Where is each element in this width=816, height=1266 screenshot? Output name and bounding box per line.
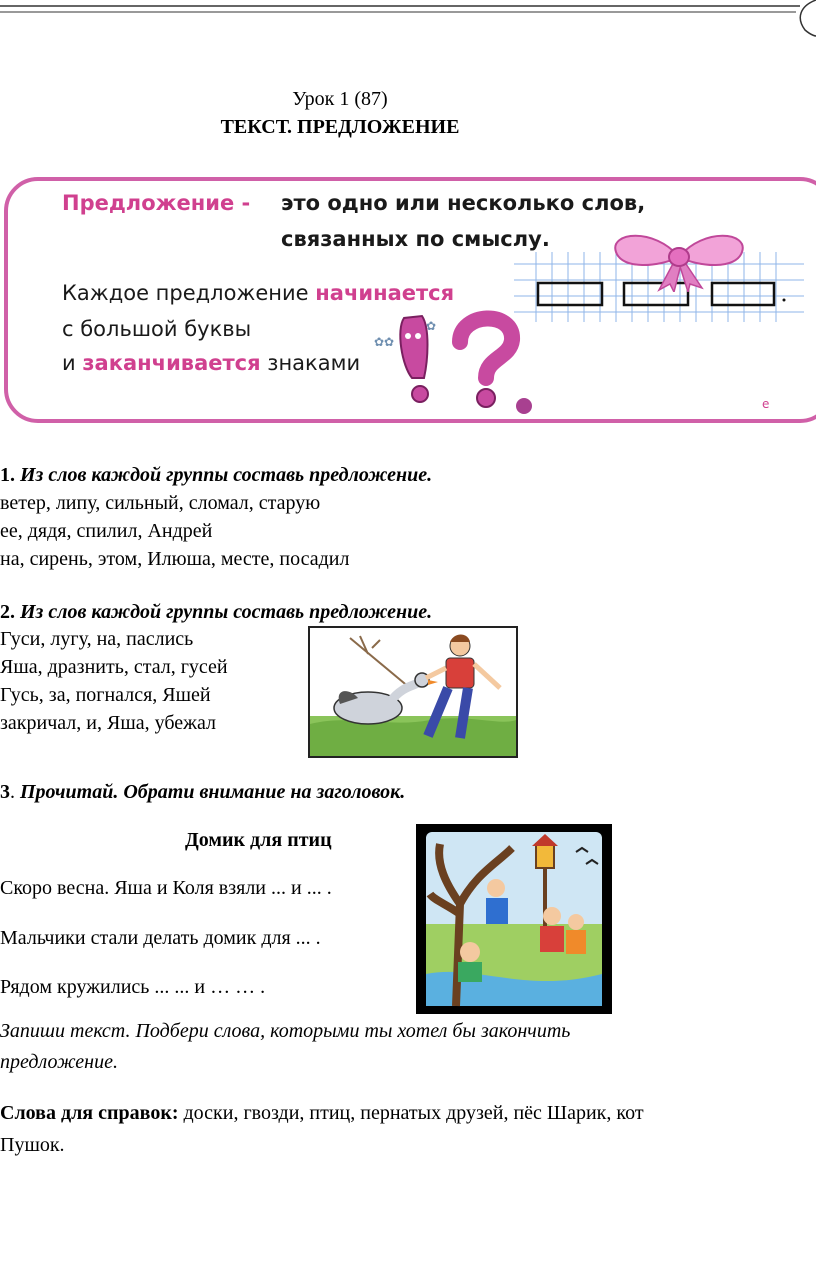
task2-line-3: Гусь, за, погнался, Яшей [0,684,211,706]
task2-instruction: Из слов каждой группы составь предложение. [20,601,433,623]
page-corner-decoration [0,0,816,40]
task1-number: 1. [0,464,15,486]
ribbon-bow-icon [604,222,754,292]
rule-line5-a: и [62,351,76,375]
lesson-number: Урок 1 (87) [292,88,388,110]
page-title: ТЕКСТ. ПРЕДЛОЖЕНИЕ [220,116,460,138]
rule-definition-line1: это одно или несколько слов, [281,191,646,215]
reference-words [0,1102,644,1125]
punctuation-marks-illustration [374,300,554,418]
rule-line5 [62,351,360,375]
task3-number: 3 [0,781,10,803]
rule-corner-mark: е [762,397,770,411]
task2-line-4: закричал, и, Яша, убежал [0,712,216,734]
birdhouse-picture [416,824,612,1014]
story-sentence-3: Рядом кружились ... ... и … … . [0,976,266,998]
rule-definition-line2: связанных по смыслу. [281,227,550,251]
reference-label: Слова для справок: [0,1102,179,1124]
svg-text:✿: ✿ [426,319,437,333]
task3-note-line1: Запиши текст. Подбери слова, которыми ты хотел бы закончить [0,1020,571,1042]
task3-heading: 3. Прочитай. Обрати внимание на заголовок. [0,781,406,803]
story-title: Домик для птиц [185,829,332,851]
story-sentence-1: Скоро весна. Яша и Коля взяли ... и ... . [0,877,332,899]
rule-line4: с большой буквы [62,317,252,341]
task3-note-line2: предложение. [0,1051,118,1073]
task2-heading [0,601,432,624]
task2-line-1: Гуси, лугу, на, паслись [0,628,194,650]
task2-number: 2. [0,601,15,623]
task1-line-1: ветер, липу, сильный, сломал, старую [0,492,321,514]
task1-line-3: на, сирень, этом, Илюша, месте, посадил [0,548,350,570]
rule-line5-b: заканчивается [82,351,261,375]
task1-instruction: Из слов каждой группы составь предложение. [20,464,433,486]
svg-text:✿✿: ✿✿ [374,335,395,349]
reference-words-line2: Пушок. [0,1134,65,1156]
reference-words-list: доски, гвозди, птиц, пернатых друзей, пёс Шарик, кот [178,1102,644,1124]
task3-instruction: Прочитай. Обрати внимание на заголовок. [20,781,406,803]
rule-line3-a: Каждое предложение [62,281,309,305]
task1-line-2: ее, дядя, спилил, Андрей [0,520,213,542]
rule-line5-c: знаками [267,351,361,375]
rule-term: Предложение - [62,191,251,215]
task1-heading [0,464,432,487]
story-sentence-2: Мальчики стали делать домик для ... . [0,927,321,949]
rule-line3-b: начинается [315,281,455,305]
boy-and-goose-picture [308,626,518,758]
task2-line-2: Яша, дразнить, стал, гусей [0,656,228,678]
